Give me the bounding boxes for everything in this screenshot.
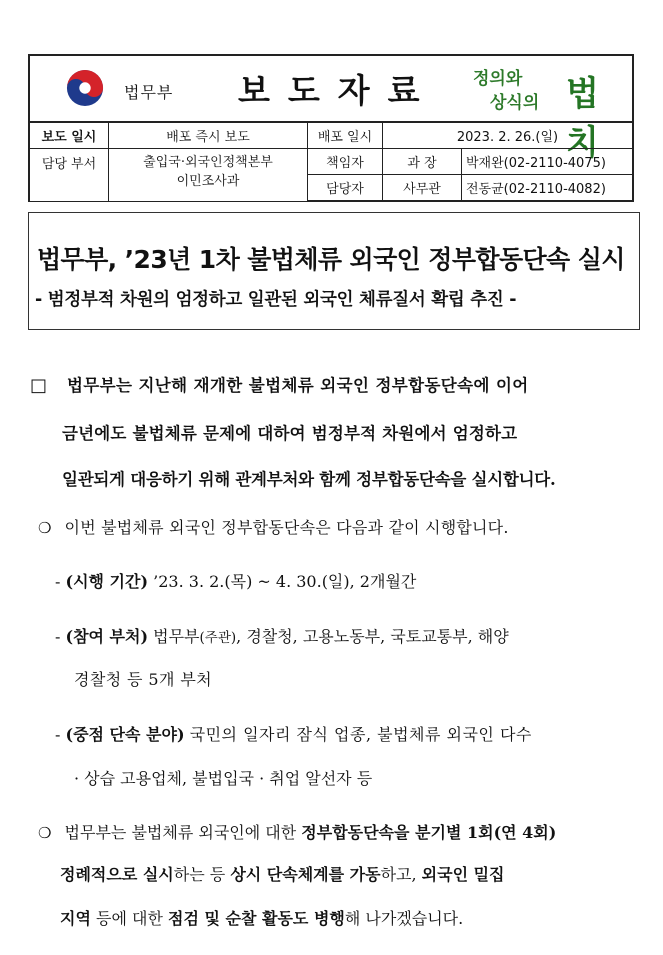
release-label: 보도 일시 bbox=[29, 122, 109, 149]
paragraph-3-line-1: ❍ 법무부는 불법체류 외국인에 대한 정부합동단속을 분기별 1회(연 4회) bbox=[38, 823, 557, 842]
headline: 법무부, ’23년 1차 불법체류 외국인 정부합동단속 실시 bbox=[37, 245, 625, 274]
square-bullet-icon: □ bbox=[30, 375, 48, 396]
detail-focus: - (중점 단속 분야) 국민의 일자리 잠식 업종, 불법체류 외국인 다수 bbox=[55, 725, 532, 744]
staff-label: 담당자 bbox=[308, 175, 383, 202]
paragraph-3-line-2: 정례적으로 실시하는 등 상시 단속체계를 가동하고, 외국인 밀집 bbox=[60, 865, 505, 884]
sub-headline: - 범정부적 차원의 엄정하고 일관된 외국인 체류질서 확립 추진 - bbox=[35, 290, 517, 310]
staff-contact: 전동균(02-2110-4082) bbox=[462, 175, 634, 202]
resp-contact: 박재완(02-2110-4075) bbox=[462, 149, 634, 175]
circle-bullet-icon: ❍ bbox=[38, 824, 52, 842]
dist-label: 배포 일시 bbox=[308, 122, 383, 149]
ministry-logo-icon bbox=[66, 69, 104, 107]
staff-title: 사무관 bbox=[383, 175, 462, 202]
contact-info-table bbox=[28, 121, 634, 202]
slogan-line1: 정의와 bbox=[473, 69, 523, 89]
resp-title: 과 장 bbox=[383, 149, 462, 175]
paragraph-1-line-3: 일관되게 대응하기 위해 관계부처와 함께 정부합동단속을 실시합니다. bbox=[62, 470, 556, 489]
resp-label: 책임자 bbox=[308, 149, 383, 175]
slogan-line2: 상식의 bbox=[490, 93, 540, 113]
dept-line1: 출입국·외국인정책본부 bbox=[143, 155, 273, 170]
detail-period-label: (시행 기간) bbox=[65, 572, 149, 591]
circle-bullet-icon: ❍ bbox=[38, 519, 52, 537]
doc-type-title: 보도자료 bbox=[238, 71, 438, 110]
paragraph-3-line-3: 지역 등에 대한 점검 및 순찰 활동도 병행해 나가겠습니다. bbox=[60, 909, 464, 928]
slogan-main: 법치 bbox=[566, 74, 599, 163]
paragraph-1-line-1: □ 법무부는 지난해 재개한 불법체류 외국인 정부합동단속에 이어 bbox=[30, 375, 529, 396]
detail-agencies-line-2: 경찰청 등 5개 부처 bbox=[74, 670, 213, 689]
detail-period: - (시행 기간) ’23. 3. 2.(목) ~ 4. 30.(일), 2개월간 bbox=[55, 572, 417, 591]
paragraph-2: ❍ 이번 불법체류 외국인 정부합동단속은 다음과 같이 시행합니다. bbox=[38, 518, 509, 537]
detail-focus-line-2: · 상습 고용업체, 불법입국 · 취업 알선자 등 bbox=[74, 769, 373, 788]
org-name: 법무부 bbox=[124, 83, 174, 102]
detail-focus-label: (중점 단속 분야) bbox=[65, 725, 185, 744]
detail-period-text: ’23. 3. 2.(목) ~ 4. 30.(일), 2개월간 bbox=[153, 572, 417, 591]
release-value: 배포 즉시 보도 bbox=[109, 122, 308, 149]
dept-value bbox=[109, 149, 308, 202]
dept-line2: 이민조사과 bbox=[176, 174, 240, 189]
detail-agencies: - (참여 부처) 법무부(주관), 경찰청, 고용노동부, 국토교통부, 해양 bbox=[55, 627, 509, 646]
detail-agencies-label: (참여 부처) bbox=[65, 627, 149, 646]
dist-value: 2023. 2. 26.(일) bbox=[383, 122, 634, 149]
dept-label: 담당 부서 bbox=[29, 149, 109, 202]
paragraph-1-line-2: 금년에도 불법체류 문제에 대하여 범정부적 차원에서 엄정하고 bbox=[62, 424, 518, 443]
headline-box bbox=[28, 212, 640, 330]
